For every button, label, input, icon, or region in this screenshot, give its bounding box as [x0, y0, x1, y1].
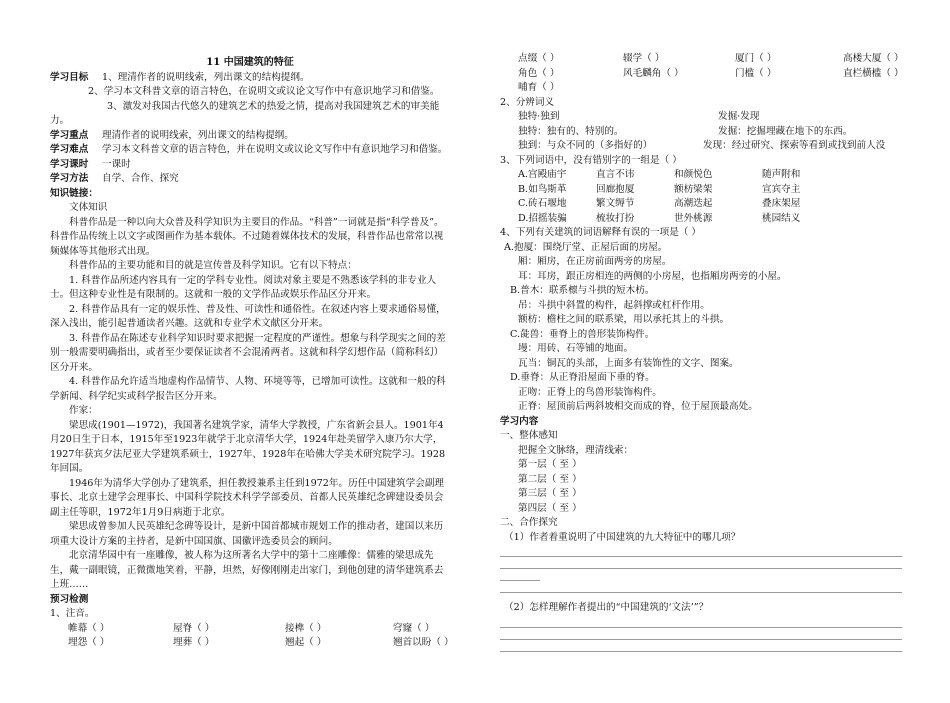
pron-item: 帷幕（ ）: [68, 622, 110, 634]
style-head: 文体知识: [69, 202, 108, 213]
option-word: 随声附和: [762, 169, 801, 180]
q4-line: 吊：斗拱中斜置的构件，起斜撑或杠杆作用。: [518, 299, 710, 311]
option-word: 回廊抱厦: [596, 183, 635, 195]
pron-item: 辍学（ ）: [623, 53, 665, 64]
q4-line: 额枋：檐柱之间的联系梁，用以承托其上的斗拱。: [518, 314, 730, 325]
q2-row-1: [500, 110, 902, 125]
q3-option-c: [500, 197, 902, 212]
author-p4: 北京清华园中有一座雕像，被人称为这所著名大学中的第十二座雕像：儒雅的梁思成先生，戴一副眼镜，正微微地笑着，平静，坦然，好像刚刚走出家门，到他创建的清华建筑系去上班……: [50, 550, 444, 590]
option-word: D.招摇装骗: [518, 212, 567, 224]
q4-line: A.抱厦：围绕厅堂、正屋后面的房屋。: [504, 241, 668, 253]
style-item-2: 2. 科普作品具有一定的娱乐性、普及性、可读性和通俗性。在叙述内容上要求通俗易懂，深入浅出，能引起普通读者兴趣。这就和专业学术文献区分开来。: [50, 303, 446, 329]
q2-cell: 独到：与众不同的（多指好的）: [518, 140, 653, 151]
goals-section: [50, 71, 450, 86]
method-text: 自学、合作、探究: [102, 173, 179, 184]
diff-section: [50, 143, 450, 158]
q4-line: 耳：耳房，跟正房相连的两侧的小房屋，也指厢房两旁的小屋。: [518, 270, 787, 282]
style-item-3: 3. 科普作品在陈述专业科学知识时要求把握一定程度的严谨性。想象与科学现实之间的差别一般需要明确指出，或者至少要保证读者不会混淆两者。这就和科学幻想作品（简称科幻）区分开来。: [50, 332, 446, 373]
pron-item: 高楼大厦（ ）: [843, 53, 904, 64]
q4-line: C.彘兽：垂脊上的兽形装饰构件。: [510, 328, 655, 340]
right-column: [500, 52, 902, 652]
method-label: 学习方法: [50, 173, 89, 184]
pron-item: 门槛（ ）: [735, 67, 777, 79]
option-word: 宣宾夺主: [762, 183, 801, 195]
style-item-1: 1. 科普作品所述内容具有一定的学科专业性。阅读对象主要是不熟悉该学科的非专业人士。但这种专业性是有限制的。这就和一般的文学作品或娱乐作品区分开来。: [50, 274, 437, 300]
author-p1: 梁思成(1901—1972)，我国著名建筑学家，清华大学教授，广东省新会县人。1901年4月20日生于日本，1915年至1923年就学于北京清华大学，1924年赴美留学入康乃尔大学，1927年获宾夕法尼亚大学建筑系硕士，1927年、1928年在哈佛大学美术研究院学习。1928年回国。: [50, 419, 446, 474]
pron-item: 穹窿（ ）: [393, 622, 435, 634]
pron-row-3: [500, 52, 902, 67]
q4-line: B.普木：联系檩与斗拱的短木枋。: [510, 285, 655, 296]
option-word: 直言不讳: [596, 169, 635, 180]
answer-line[interactable]: [500, 545, 902, 557]
pron-item: 埋葬（ ）: [173, 637, 215, 648]
pron-item: 厦门（ ）: [735, 53, 777, 64]
layer-4: 第四层（ 至 ）: [518, 502, 582, 514]
q3-option-d: [500, 212, 902, 227]
study-label: 学习内容: [500, 415, 539, 427]
style-item-4: 4. 科普作品允许适当地虚构作品情节、人物、环境等等，已增加可读性。这就和一般的科学新闻、科学纪实或科学报告区分开来。: [50, 376, 446, 402]
q4-line: 正吻：正脊上的鸟兽形装饰构件。: [518, 386, 662, 398]
pron-item: 翘起（ ）: [285, 637, 327, 648]
goal-2: 2、学习本文科普文章的语言特色，在说明文或议论文写作中有意识地学习和借鉴。: [88, 86, 440, 97]
s1-intro: 把握全文脉络，理清线索：: [518, 444, 634, 456]
pron-item: 直栏横槛（ ）: [843, 67, 904, 79]
pron-item: 接榫（ ）: [285, 622, 327, 634]
pron-row-5: 哺育（ ）: [518, 82, 560, 93]
layer-1: 第一层（ 至 ）: [518, 459, 582, 470]
key-label: 学习重点: [50, 129, 89, 141]
q4-line: 正脊：屋顶前后两斜坡相交而成的脊，位于屋顶最高处。: [518, 401, 758, 412]
answer-line[interactable]: [500, 616, 902, 628]
pron-item: 角色（ ）: [518, 67, 560, 79]
pron-item: 风毛麟角（ ）: [623, 67, 684, 79]
pre-label: 预习检测: [50, 593, 89, 605]
link-label: 知识链接：: [50, 187, 98, 199]
style-p2: 科普作品的主要功能和目的就是宣传普及科学知识。它有以下特点：: [69, 260, 357, 271]
pron-item: 点缀（ ）: [518, 53, 560, 64]
left-column: [50, 56, 454, 651]
option-word: 梳妆打扮: [596, 212, 635, 224]
hours-section: [50, 158, 450, 173]
q2-cell: 独特：独有的、特别的。: [518, 125, 624, 137]
q4-line: 厢：厢房，在正房前面两旁的房屋。: [518, 256, 672, 267]
author-p2: 1946年为清华大学创办了建筑系，担任教授兼系主任到1972年。历任中国建筑学会副理事长、北京土建学会理事长、中国科学院技术科学学部委员、首都人民英雄纪念碑建设委员会副主任等职，1972年1月9日病逝于北京。: [50, 477, 445, 518]
option-word: A.宫殿庙宇: [518, 169, 567, 180]
goal-1: 1、理清作者的说明线索，列出课文的结构提纲。: [102, 71, 310, 83]
q3-option-a: [500, 168, 902, 183]
pron-row-4: [500, 67, 902, 82]
question-2: （2）怎样理解作者提出的“中国建筑的‘文法’”？: [504, 602, 709, 613]
method-section: [50, 172, 450, 187]
pron-item: 翘首以盼（ ）: [393, 637, 454, 648]
q4-line: 墁：用砖、石等铺的地面。: [518, 343, 634, 354]
pron-row-1: [50, 622, 450, 637]
answer-line[interactable]: [500, 557, 902, 569]
s2-head: 二、合作探究: [500, 517, 558, 528]
key-section: [50, 129, 450, 144]
q2-row-2: [500, 125, 902, 140]
hours-text: 一课时: [102, 158, 131, 170]
pron-item: 屋脊（ ）: [173, 622, 215, 634]
option-word: C.砖石堰地: [518, 198, 567, 209]
layer-2: 第二层（ 至 ）: [518, 473, 582, 485]
option-word: B.如鸟斯革: [518, 183, 567, 195]
q4-head: 4、下列有关建筑的词语解释有误的一项是（ ）: [500, 227, 702, 238]
q2-head: 2、分辨词义: [500, 96, 555, 108]
option-word: 叠床架屋: [762, 198, 801, 209]
q2-cell: 发现：经过研究、探索等看到或找到前人没: [703, 140, 886, 151]
goal-label: 学习目标: [50, 71, 89, 83]
q2-cell: 独特·独到: [518, 111, 560, 122]
q2-cell: 发掘：挖掘埋藏在地下的东西。: [718, 125, 853, 137]
s1-head: 一、整体感知: [500, 430, 558, 441]
option-word: 桃园结义: [762, 212, 801, 224]
q3-head: 3、下列词语中，没有错别字的一组是（ ）: [500, 154, 682, 166]
option-word: 世外桃源: [674, 212, 713, 224]
option-word: 和颜悦色: [674, 169, 713, 180]
answer-line[interactable]: [500, 581, 902, 593]
q4-line: 瓦当：铜瓦的头部，上面多有装饰性的文字、图案。: [518, 357, 739, 369]
option-word: 繁文缛节: [596, 198, 635, 209]
hours-label: 学习课时: [50, 158, 89, 170]
pron-item: 埋怨（ ）: [68, 637, 110, 648]
style-p1: 科普作品是一种以向大众普及科学知识为主要目的作品。“科普”一词就是指“科学普及”。科普作品传统上以文字或图画作为基本载体。不过随着媒体技术的发展，科普作品也常常以视频媒体等其他形式出现。: [50, 216, 444, 257]
author-p3: 梁思成曾参加人民英雄纪念碑等设计，是新中国首都城市规划工作的推动者，建国以来历项重大设计方案的主持者，是新中国国旗、国徽评选委员会的顾问。: [50, 521, 444, 547]
diff-label: 学习难点: [50, 144, 89, 155]
pron-head: 1、注音。: [50, 608, 95, 619]
q2-row-3: [500, 139, 902, 154]
option-word: 额枋梁架: [674, 183, 713, 195]
diff-text: 学习本文科普文章的语言特色，并在说明文或议论文写作中有意识地学习和借鉴。: [102, 144, 448, 155]
pron-row-2: [50, 636, 454, 651]
q3-option-b: [500, 183, 902, 198]
goal-3: 3、激发对我国古代悠久的建筑艺术的热爱之情，提高对我国建筑艺术的审美能力。: [50, 100, 440, 126]
author-head: 作家：: [69, 405, 98, 416]
answer-line[interactable]: [500, 640, 902, 652]
page-title: 11 中国建筑的特征: [206, 57, 294, 68]
question-1: （1）作者着重说明了中国建筑的九大特征中的哪几项？: [504, 531, 741, 543]
option-word: 高潮迭起: [674, 198, 713, 209]
q4-line: D.垂脊：从正脊沿屋面下垂的脊。: [510, 372, 655, 383]
layer-3: 第三层（ 至 ）: [518, 488, 582, 499]
q2-cell: 发掘·发现: [718, 111, 760, 122]
answer-line[interactable]: [500, 569, 540, 581]
answer-line[interactable]: [500, 628, 902, 640]
key-text: 理清作者的说明线索，列出课文的结构提纲。: [102, 129, 294, 141]
